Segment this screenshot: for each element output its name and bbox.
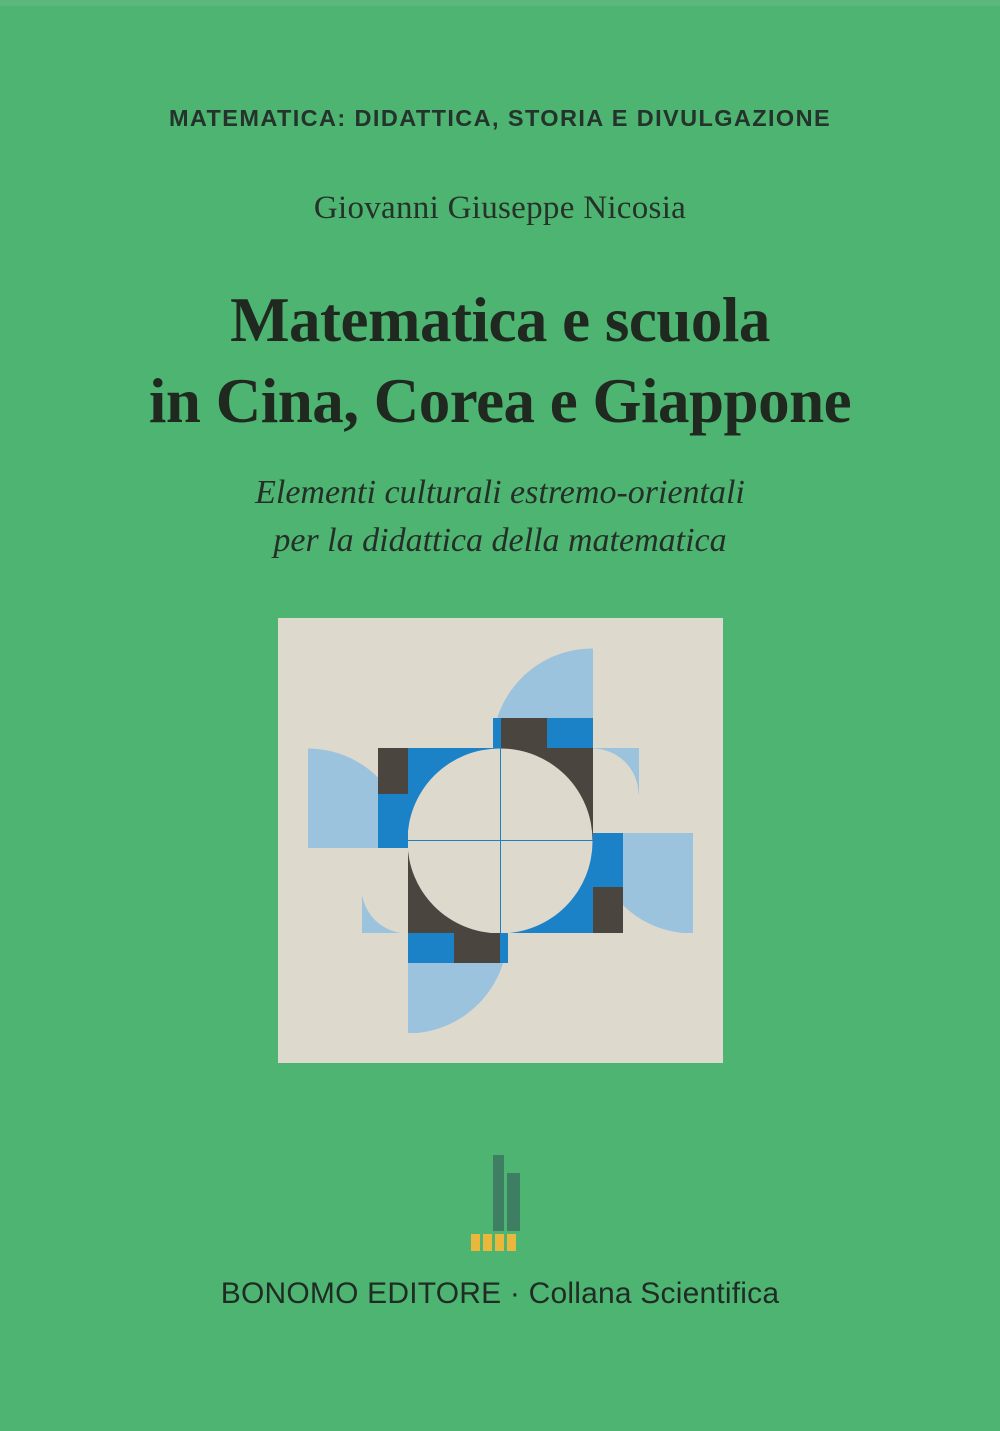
logo-tick-1 xyxy=(471,1234,480,1251)
subtitle-line-1: Elementi culturali estremo-orientali xyxy=(255,474,745,512)
logo-tick-4 xyxy=(507,1234,516,1251)
logo-bar-tall xyxy=(493,1155,504,1231)
subtitle-line-2: per la didattica della matematica xyxy=(273,521,727,559)
page-title xyxy=(149,280,851,441)
pinwheel-tiling-artwork xyxy=(278,618,723,1063)
author-name: Giovanni Giuseppe Nicosia xyxy=(313,190,687,226)
title-line-2: in Cina, Corea e Giappone xyxy=(148,365,852,436)
subtitle xyxy=(255,469,745,564)
logo-tick-3 xyxy=(495,1234,504,1251)
publisher-logo-icon xyxy=(467,1155,533,1251)
series-title: MATEMATICA: DIDATTICA, STORIA E DIVULGAZIONE xyxy=(168,105,832,131)
publisher-name: BONOMO EDITORE · Collana Scientifica xyxy=(220,1277,780,1311)
title-line-1: Matematica e scuola xyxy=(230,285,770,355)
scan-top-edge xyxy=(0,0,1000,6)
cover-artwork xyxy=(278,618,723,1063)
logo-tick-2 xyxy=(483,1234,492,1251)
logo-bar-short xyxy=(507,1173,520,1231)
